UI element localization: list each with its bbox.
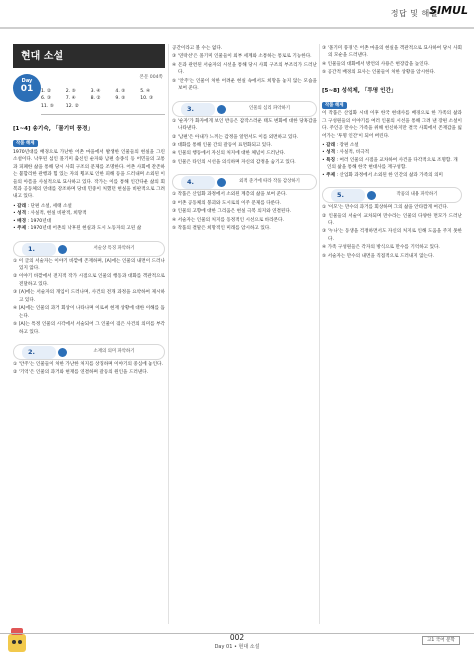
explanation: ① '안주'는 인물들이 처한 가난한 처지를 상징하며 이야기의 중심에 놓인다. — [13, 361, 163, 367]
info-item: • 주제 : 1970년대 어촌의 낙후된 현실과 도시 노동자의 고된 삶 — [13, 226, 142, 232]
answer: 4. ⑤ — [115, 89, 126, 94]
explanation: ① 이 글의 서술자는 이야기 바깥에 존재하며, [A]에는 인물의 내면이 드러나 있지 않다. — [13, 258, 165, 272]
explanation: ③ [A]에는 서술자의 개입이 드러나며, 사건의 전개 과정을 요약하여 제시하고 있다. — [13, 290, 165, 303]
explanation: ⑤ 인물은 타인의 시선을 의식하며 자신의 감정을 숨기고 있다. — [172, 159, 296, 165]
book-label: 고1 국어 문학 — [422, 636, 460, 645]
summary-tag: 작품 해제 — [13, 140, 38, 147]
right-column — [322, 44, 462, 260]
answer: 7. ④ — [65, 96, 76, 102]
explanation: ② 이야기 바깥에서 전지적 작가 시점으로 인물의 행동과 대화를 객관적으로 전달하고 있다. — [13, 274, 165, 287]
explanation: ⑤ 공간적 배경의 묘사는 인물들이 처한 상황을 암시한다. — [322, 70, 436, 76]
question-number: 5. — [331, 189, 365, 202]
explanation: ③ '몰기미 풍경'은 어촌 마을의 현실을 객관적으로 묘사하여 당시 사회의 모순을 드러낸다. — [322, 46, 462, 59]
explanation: ③ 대화를 통해 인물 간의 갈등이 표면화되고 있다. — [172, 142, 273, 148]
info-item: • 성격 : 사실적, 현실 비판적, 희망적 — [13, 211, 87, 217]
info-item: • 성격 : 사실적, 비극적 — [322, 150, 370, 156]
question-number: 4. — [181, 176, 215, 189]
question-type: 작품의 내용 파악하기 — [396, 192, 438, 198]
explanation: ⑤ 서술자는 만수의 내면을 직접적으로 드러내지 않는다. — [322, 253, 434, 259]
explanation: ④ 가족 구성원들은 각자의 방식으로 만수를 기억하고 있다. — [322, 245, 440, 251]
explanation: ③ '누나'는 동생을 걱정하면서도 자신의 처지로 인해 도움을 주지 못한다. — [322, 229, 462, 242]
page-reference: 본문 004쪽 — [139, 75, 163, 80]
header-title: 정답 및 해설 — [390, 9, 438, 18]
middle-column — [172, 44, 317, 232]
explanation: ④ [A]에는 인물의 과거 회상이 나타나며 이로써 현재 상황에 대한 이해를 돕는다. — [13, 306, 165, 319]
question-header — [172, 174, 317, 190]
summary-tag: 작품 해제 — [322, 102, 347, 109]
work-summary: 이 작품은 산업화 시대 이후 한국 현대사를 배경으로 한 가족의 삶과 그 구성원들의 이야기를 여러 인물의 시선을 통해 그려 낸 장편 소설이다. 주인공 만수는 가족을 위해 헌신하지만 결국 사회에서 존재감을 잃어가는 '투명 인간'이 되어 버린다. — [322, 111, 462, 139]
answer-circle-icon — [367, 191, 376, 200]
answer-circle-icon — [58, 245, 67, 254]
answer-circle-icon — [217, 178, 226, 187]
work-info-list — [322, 142, 462, 179]
answer: 8. ② — [90, 96, 101, 102]
brand-logo: SIMUL — [429, 4, 468, 17]
explanation: ③ '연락선'은 몰기미 인물들이 외부 세계와 소통하는 통로로 기능한다. — [172, 54, 312, 60]
explanation: ① '이모'는 만수의 과거를 회상하며 그의 삶을 안타깝게 여긴다. — [322, 205, 449, 211]
unit-title: 현대 소설 — [13, 44, 165, 68]
column-divider — [319, 44, 320, 624]
work-summary: 1970년대를 배경으로 가난한 어촌 마을에서 발생한 인물들의 현실을 그린 소설이다. 낙후된 섬인 몰기미 출신인 순자와 남편 송종식 등 어민들의 고통과 피폐한 삶을 통해 당시 사회 구조의 문제를 조명한다. 어촌 사회에 잔존하는 불합리한 관행과 힘 있는 자의 횡포로 인한 피해 등을 드러내며 소외된 이들의 아픔을 사실적으로 묘사하고 있다. 작가는 이를 통해 인간다운 삶의 회복과 공동체의 연대를 강조하며 당대 민중이 처했던 현실을 비판적으로 그려 내고 있다. — [13, 149, 165, 200]
info-item: • 갈래 : 단편 소설, 세태 소설 — [13, 203, 72, 209]
answer: 11. ⑤ — [41, 103, 54, 109]
info-item: • 주제 : 산업화 과정에서 소외된 한 인간의 삶과 가족의 의미 — [322, 172, 443, 178]
explanation: ① 작품은 산업화 과정에서 소외된 계층의 삶을 보여 준다. — [172, 192, 287, 198]
section-heading: [5~8] 성석제, 「투명 인간」 — [322, 87, 397, 94]
question-type: 인물의 심리 파악하기 — [249, 105, 290, 111]
info-item: • 갈래 : 장편 소설 — [322, 142, 359, 148]
explanation: ① '순자'가 화자에게 보인 반응은 갑작스러운 태도 변화에 대한 당혹감을 나타낸다. — [172, 118, 317, 132]
explanation: ④ 인물들의 대화에서 방언의 사용은 현장감을 높인다. — [322, 61, 430, 67]
explanation: ② 인물들의 서술이 교차되며 만수라는 인물의 다양한 면모가 드러난다. — [322, 213, 462, 227]
question-number: 1. — [22, 243, 56, 256]
answer: 5. ④ — [140, 89, 151, 94]
question-type: 외적 준거에 따라 작품 감상하기 — [239, 179, 300, 185]
answer: 12. ② — [65, 103, 79, 109]
explanation: ⑤ [A]는 특정 인물의 시각에서 서술되어 그 인물이 겪은 사건의 의미를 부각하고 있다. — [13, 322, 165, 335]
answer: 3. ④ — [90, 89, 101, 94]
day-row — [13, 74, 165, 102]
page-header — [0, 0, 474, 30]
question-number: 3. — [181, 103, 215, 116]
info-item: • 배경 : 1970년대 — [13, 218, 52, 224]
answer-circle-icon — [217, 105, 226, 114]
page-day-label: Day 01 • 현대 소설 — [214, 644, 260, 650]
answer: 10. ③ — [140, 96, 154, 102]
explanation: ② '남편'은 아내가 느끼는 감정을 알면서도 이를 외면하고 있다. — [172, 134, 299, 140]
explanation: ④ 인물의 행동에서 자신의 처지에 대한 체념이 드러난다. — [172, 151, 286, 157]
explanation: ② '기억'은 인물의 과거와 현재를 연결하며 갈등의 원인을 드러낸다. — [13, 370, 149, 376]
day-badge: Day 01 — [13, 74, 41, 102]
explanation: ③ 인물의 고향에 대한 그리움은 현실 극복 의지와 연결된다. — [172, 209, 292, 215]
question-number: 2. — [22, 346, 56, 359]
header-divider — [0, 27, 474, 29]
answer: 1. ② — [41, 89, 51, 94]
answer: 6. ③ — [41, 96, 51, 102]
column-divider — [168, 44, 169, 624]
answer: 9. ⑤ — [115, 96, 126, 102]
question-type: 소재의 의미 파악하기 — [93, 348, 135, 354]
explanation: ② 어촌 공동체의 붕괴와 도시로의 이주 문제를 다룬다. — [172, 200, 281, 206]
question-type: 서술상 특징 파악하기 — [93, 245, 135, 251]
question-header — [322, 187, 462, 203]
question-header — [13, 241, 165, 257]
question-header — [13, 344, 165, 360]
info-item: • 특징 : 여러 인물의 시점을 교차하여 사건을 다각적으로 조명함. 개인의 삶을 통해 한국 현대사를 재구성함. — [322, 157, 458, 171]
question-header — [172, 101, 317, 117]
explanation: ⑤ 작품의 결말은 희망적인 미래를 암시하고 있다. — [172, 226, 271, 231]
work-info-list — [13, 203, 165, 233]
left-column — [13, 44, 165, 377]
explanation: 공간이라고 볼 수는 없다. — [172, 46, 223, 51]
section-heading: [1~4] 송기숙, 「몰기미 풍경」 — [13, 126, 93, 133]
page-number: 002 — [229, 633, 245, 642]
explanation: ⑤ '안주'는 인물이 처한 어려운 현실 속에서도 희망을 놓지 않는 모습을 보여 준다. — [172, 78, 317, 92]
answer-circle-icon — [58, 348, 67, 357]
explanation: ④ 돈과 관련된 서술자의 시선을 통해 당시 사회 구조의 부조리가 드러난다. — [172, 62, 317, 76]
page-footer — [0, 622, 474, 664]
answer: 2. ⑤ — [65, 89, 76, 94]
explanation: ④ 서술자는 인물의 처지를 동정적인 시선으로 바라본다. — [172, 217, 284, 223]
